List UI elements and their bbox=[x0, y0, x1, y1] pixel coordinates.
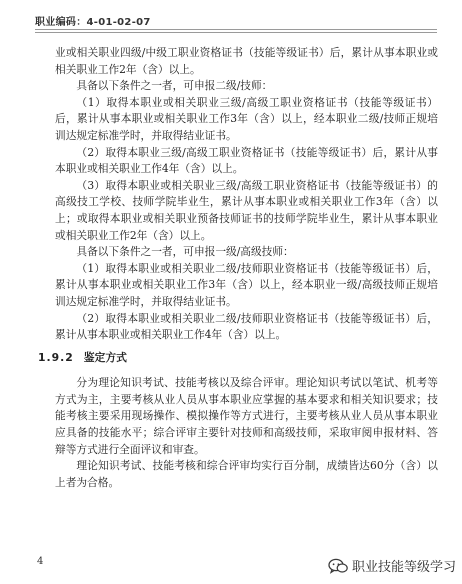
paragraph: 业或相关职业四级/中级工职业资格证书（技能等级证书）后，累计从事本职业或相关职业工作2年（含）以上。 bbox=[55, 46, 438, 76]
paragraph: （2）取得本职业三级/高级工职业资格证书（技能等级证书）后，累计从事本职业或相关职业工作4年（含）以上。 bbox=[55, 145, 438, 176]
occupation-code: 职业编码：4-01-02-07 bbox=[35, 17, 151, 28]
wechat-watermark bbox=[328, 556, 456, 575]
paragraph: （1）取得本职业或相关职业三级/高级工职业资格证书（技能等级证书）后，累计从事本职业或相关职业工作3年（含）以上，经本职业二级/技师正规培训达规定标准学时，并取得结业证书。 bbox=[55, 95, 438, 142]
paragraph: 具备以下条件之一者，可申报一级/高级技师： bbox=[76, 245, 294, 259]
header-rule-top bbox=[35, 29, 437, 30]
paragraph: （2）取得本职业或相关职业二级/技师职业资格证书（技能等级证书）后，累计从事本职业或相关职业工作4年（含）以上。 bbox=[55, 311, 438, 342]
paragraph: 理论知识考试、技能考核和综合评审均实行百分制，成绩皆达60分（含）以上者为合格。 bbox=[55, 459, 438, 489]
watermark-text: 职业技能等级学习 bbox=[351, 560, 456, 575]
paragraph: （3）取得本职业或相关职业三级/高级工职业资格证书（技能等级证书）的高级技工学校、技师学院毕业生，累计从事本职业或相关职业工作3年（含）以上；或取得本职业或相关职业预备技师证书的技师学院毕业生，累计从事本职业或相关职业工作2年（含）以上。 bbox=[55, 178, 438, 242]
header-rule-bottom bbox=[35, 32, 437, 33]
section-heading bbox=[38, 350, 438, 367]
body-text bbox=[38, 45, 438, 491]
section-title: 鉴定方式 bbox=[83, 350, 127, 364]
section-number: 1.9.2 bbox=[38, 350, 74, 364]
paragraph: 具备以下条件之一者，可申报二级/技师： bbox=[76, 79, 273, 93]
wechat-icon bbox=[328, 558, 348, 574]
page-number: 4 bbox=[37, 556, 44, 567]
paragraph: （1）取得本职业或相关职业二级/技师职业资格证书（技能等级证书）后，累计从事本职业或相关职业工作3年（含）以上，经本职业一级/高级技师正规培训达规定标准学时，并取得结业证书。 bbox=[55, 261, 438, 308]
paragraph: 分为理论知识考试、技能考核以及综合评审。理论知识考试以笔试、机考等方式为主，主要考核从业人员从事本职业应掌握的基本要求和相关知识要求；技能考核主要采用现场操作、模拟操作等方式进行，主要考核从业人员从事本职业应具备的技能水平；综合评审主要针对技师和高级技师，采取审阅申报材料、答辩等方式进行全面评议和审查。 bbox=[55, 376, 438, 456]
